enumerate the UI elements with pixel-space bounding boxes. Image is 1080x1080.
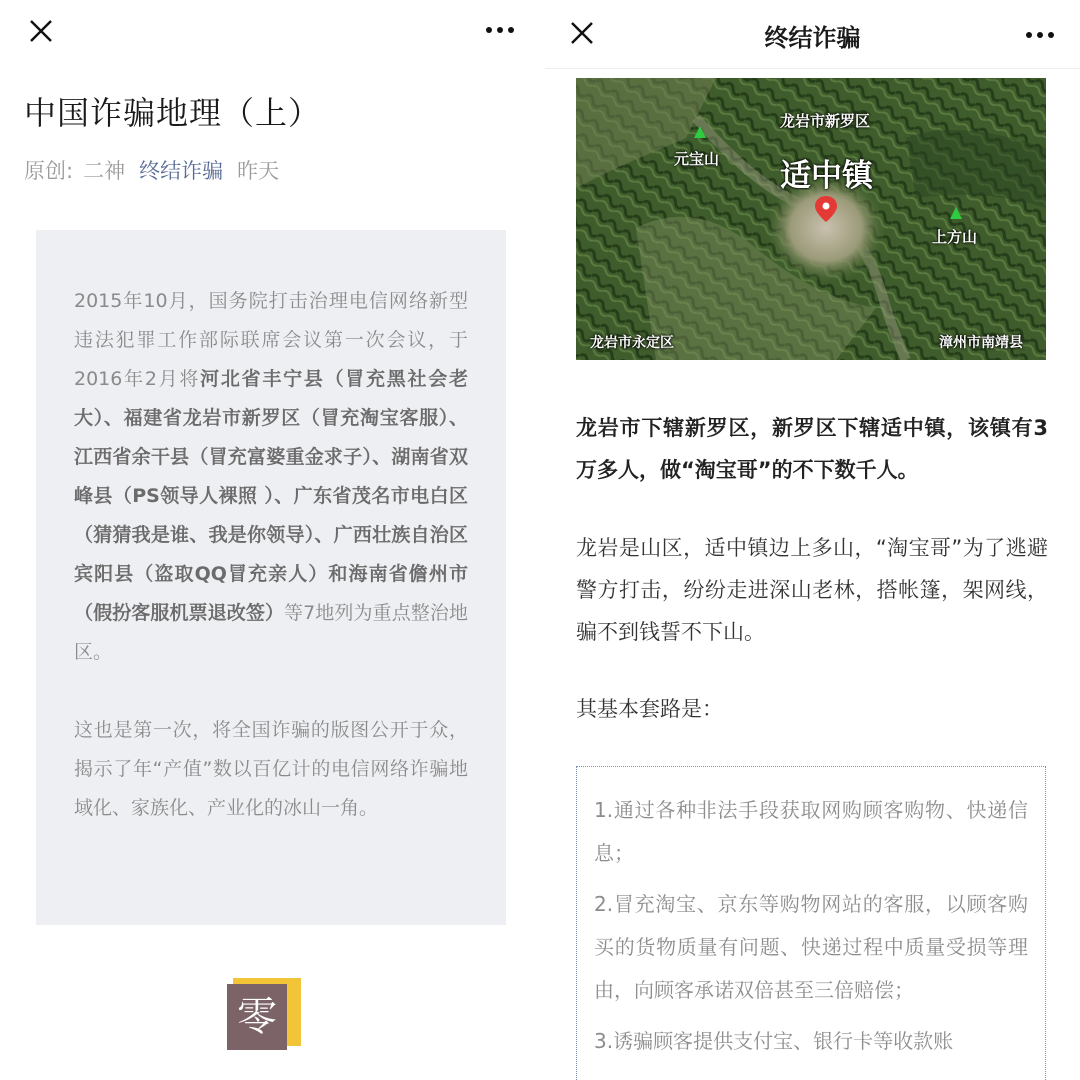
nav-divider: [545, 68, 1080, 69]
author-name: 二神: [83, 159, 126, 183]
map-label-nanjing: 漳州市南靖县: [939, 335, 1023, 351]
original-label: 原创:: [24, 159, 74, 183]
satellite-map-image: [576, 78, 1046, 360]
quote-block: [36, 230, 506, 925]
quote-paragraph-1: [74, 282, 468, 672]
step-item: 2.冒充淘宝、京东等购物网站的客服，以顾客购买的货物质量有问题、快递过程中质量受损等理由，向顾客承诺双倍甚至三倍赔偿；: [594, 892, 1028, 1002]
steps-box: [576, 766, 1046, 1080]
article-title: 中国诈骗地理（上）: [24, 94, 322, 132]
map-label-yongding: 龙岩市永定区: [590, 335, 674, 351]
step-item: 3.诱骗顾客提供支付宝、银行卡等收款账: [594, 1029, 954, 1053]
nav-title: 终结诈骗: [764, 24, 861, 52]
map-label-yuanbao: 元宝山: [674, 150, 720, 168]
more-options-icon[interactable]: [485, 25, 515, 35]
map-label-town: 适中镇: [780, 158, 873, 194]
map-label-shangfang: 上方山: [932, 228, 978, 246]
quote-text: 2015年10月，国务院打击治理电信网络新型违法犯罪工作部际联席会议第一次会议，于2016年2月将: [74, 290, 468, 390]
account-link[interactable]: 终结诈骗: [139, 159, 224, 183]
quote-text: 等7地列为重点整治地区。: [74, 602, 468, 663]
publish-date: 昨天: [237, 159, 280, 183]
more-options-icon[interactable]: [1025, 30, 1055, 40]
bold-paragraph: 龙岩市下辖新罗区，新罗区下辖适中镇，该镇有3万多人，做“淘宝哥”的不下数千人。: [576, 416, 1048, 482]
logo-char: 零: [227, 984, 287, 1050]
map-label-xinluo: 龙岩市新罗区: [780, 112, 871, 130]
quote-highlight: 河北省丰宁县（冒充黑社会老大）、福建省龙岩市新罗区（冒充淘宝客服）、江西省余干县（冒充富婆重金求子）、湖南省双峰县（PS领导人裸照 ）、广东省茂名市电白区（猜猜我是谁、我是你领导）、广西壮族自治区宾阳县（盗取QQ冒充亲人）和海南省儋州市（假扮客服机票退改签）: [74, 368, 468, 624]
close-icon[interactable]: [28, 18, 54, 44]
account-logo: [227, 978, 303, 1054]
right-article-pane: [545, 0, 1080, 1080]
step-item: 1.通过各种非法手段获取网购顾客购物、快递信息；: [594, 798, 1028, 865]
quote-paragraph-2: 这也是第一次，将全国诈骗的版图公开于众，揭示了年“产值”数以百亿计的电信网络诈骗地域化、家族化、产业化的冰山一角。: [74, 719, 468, 819]
body-paragraph-2: 其基本套路是：: [576, 697, 723, 721]
body-paragraph-1: 龙岩是山区，适中镇边上多山，“淘宝哥”为了逃避警方打击，纷纷走进深山老林，搭帐篷，架网线，骗不到钱誓不下山。: [576, 536, 1048, 644]
article-meta: [24, 155, 279, 185]
